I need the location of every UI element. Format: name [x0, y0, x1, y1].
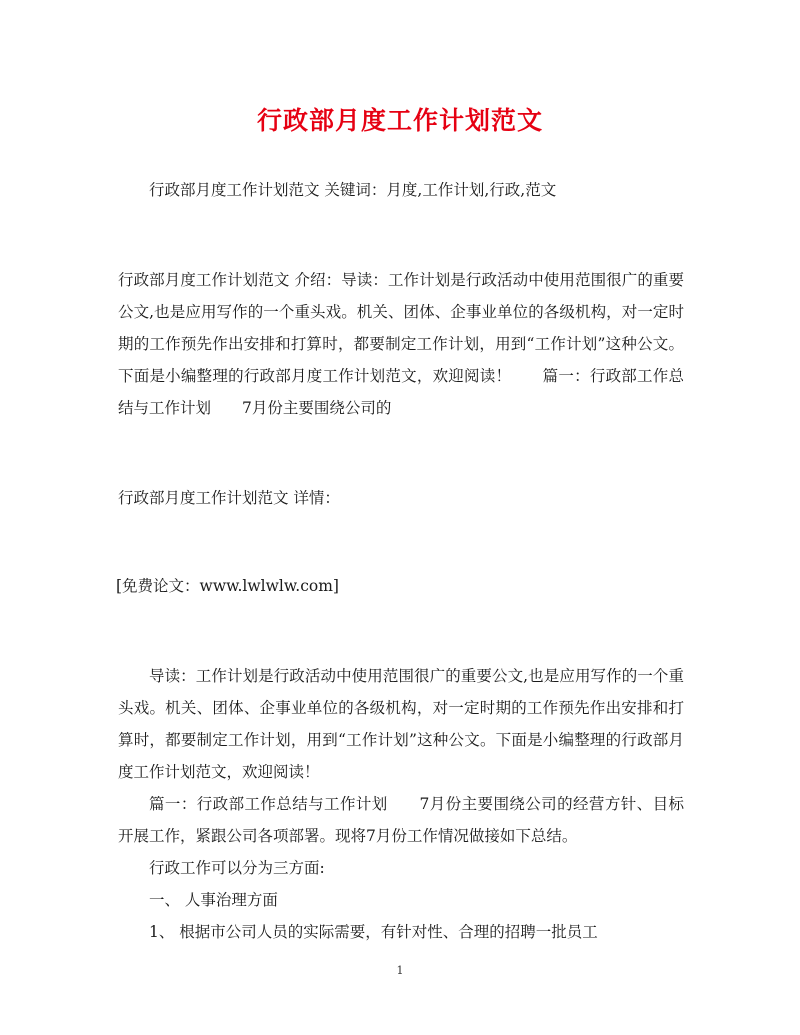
page-number: 1 — [396, 964, 404, 977]
free-paper-link: [免费论文：www.lwlwlw.com] — [116, 577, 339, 595]
list-item: 1、 根据市公司人员的实际需要，有针对性、合理的招聘一批员工 — [149, 923, 598, 941]
details-line: 行政部月度工作计划范文 详情： — [118, 489, 340, 507]
body-paragraph: 导读：工作计划是行政活动中使用范围很广的重要公文,也是应用写作的一个重头戏。机关、团体、企事业单位的各级机构，对一定时期的工作预先作出安排和打算时，都要制定工作计划，用到“工作计划”这种公文。下面是小编整理的行政部月度工作计划范文，欢迎阅读！ — [118, 667, 684, 781]
section-heading: 一、 人事治理方面 — [149, 891, 278, 909]
body-paragraph: 篇一：行政部工作总结与工作计划 7月份主要围绕公司的经营方针、目标开展工作，紧跟公司各项部署。现将7月份工作情况做接如下总结。 — [118, 795, 684, 845]
intro-paragraph: 行政部月度工作计划范文 介绍：导读：工作计划是行政活动中使用范围很广的重要公文,也是应用写作的一个重头戏。机关、团体、企事业单位的各级机构，对一定时期的工作预先作出安排和打算时，都要制定工作计划，用到“工作计划”这种公文。下面是小编整理的行政部月度工作计划范文，欢迎阅读！ 篇一：行政部工作总结与工作计划 7月份主要围绕公司的 — [118, 271, 684, 417]
body-section — [118, 660, 684, 948]
body-paragraph: 行政工作可以分为三方面: — [149, 859, 325, 877]
keywords-line: 行政部月度工作计划范文 关键词：月度,工作计划,行政,范文 — [149, 181, 557, 199]
document-title: 行政部月度工作计划范文 — [256, 106, 543, 135]
